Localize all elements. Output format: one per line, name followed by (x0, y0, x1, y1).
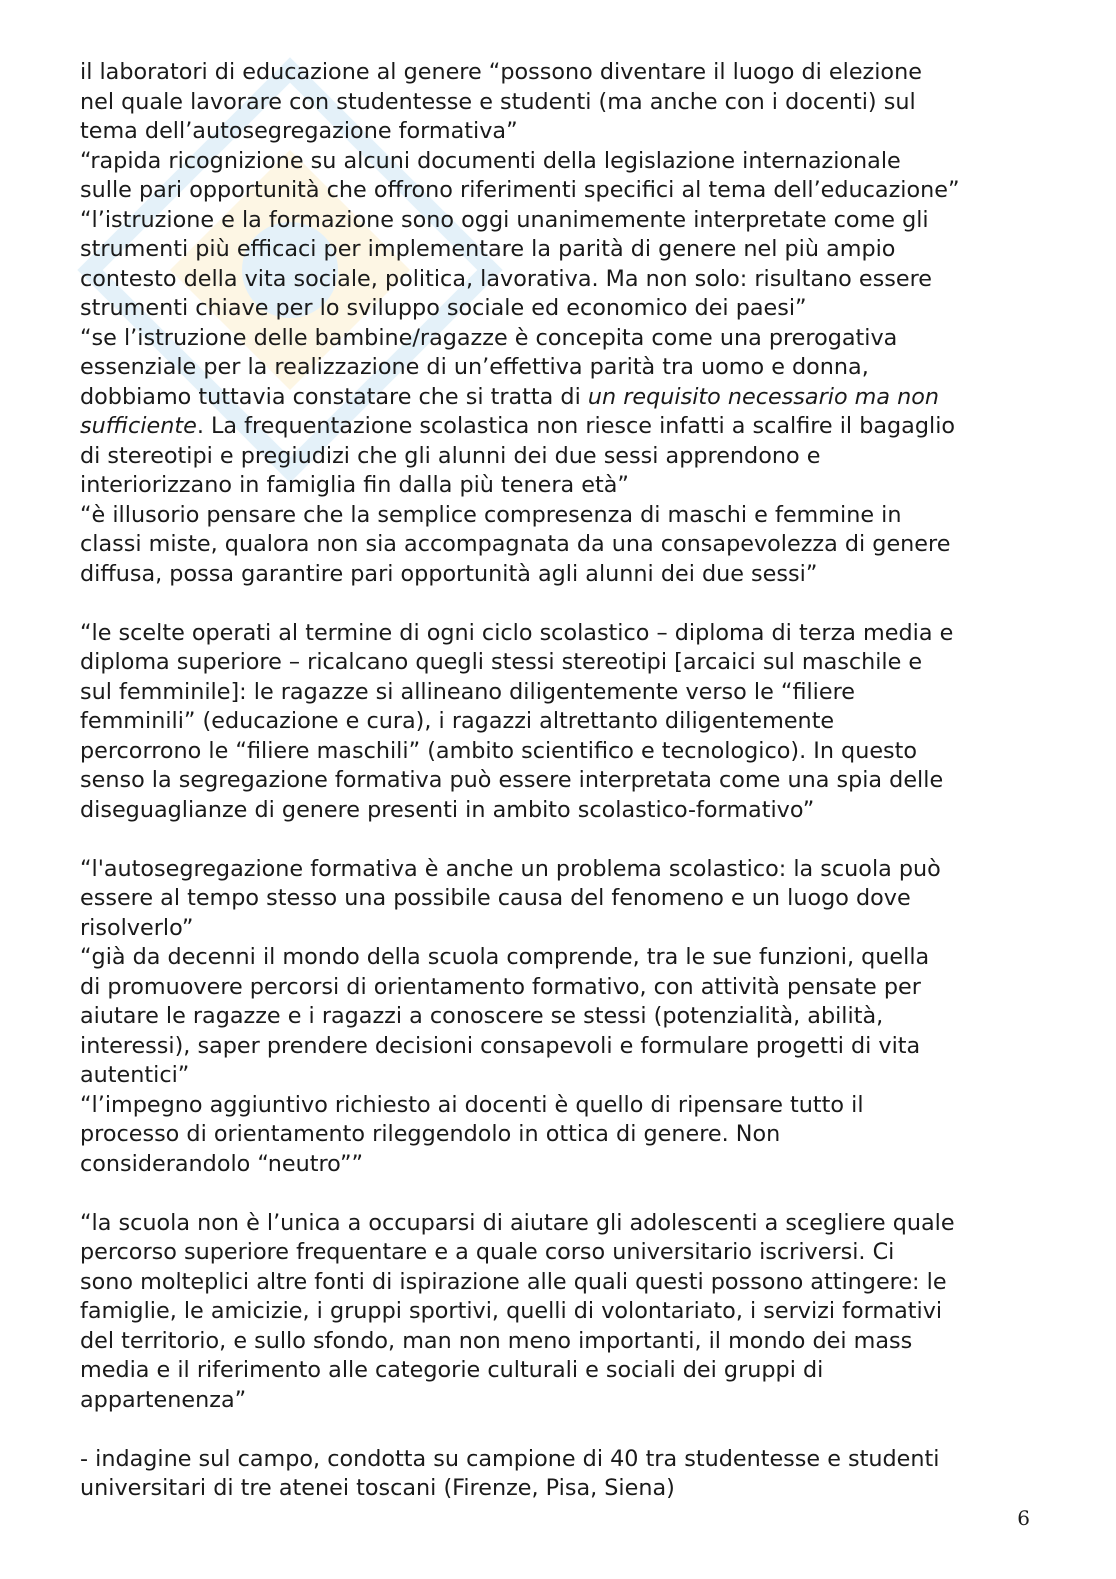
text-segment: diploma superiore – ricalcano quegli stessi stereotipi [arcaici sul maschile e (80, 649, 923, 675)
text-segment: appartenenza” (80, 1386, 247, 1413)
text-line (80, 117, 1040, 147)
text-segment: “la scuola non è l’unica a occuparsi di aiutare gli adolescenti a scegliere quale (80, 1209, 955, 1236)
text-segment: di stereotipi e pregiudizi che gli alunni dei due sessi apprendono e (80, 442, 821, 469)
text-segment: essenziale per la realizzazione di un’effettiva parità tra uomo e donna, (80, 354, 869, 380)
text-segment: strumenti chiave per lo sviluppo sociale ed economico dei paesi” (80, 295, 807, 321)
text-line (80, 560, 1040, 590)
text-segment: “rapida ricognizione su alcuni documenti della legislazione internazionale (80, 147, 901, 174)
text-segment: percorso superiore frequentare e a quale corso universitario iscriversi. Ci (80, 1239, 895, 1265)
text-segment: strumenti più efficaci per implementare la parità di genere nel più ampio (80, 236, 896, 262)
text-segment: di promuovere percorsi di orientamento formativo, con attività pensate per (80, 973, 921, 1000)
text-line (80, 1268, 1040, 1298)
text-segment: sul femminile]: le ragazze si allineano diligentemente verso le “filiere (80, 678, 855, 705)
text-segment: risolverlo” (80, 914, 194, 941)
text-segment: “se l’istruzione delle bambine/ragazze è concepita come una prerogativa (80, 324, 898, 351)
paragraph (80, 1445, 1040, 1504)
text-line (80, 176, 1040, 206)
paragraph-gap (80, 1415, 1040, 1445)
text-line (80, 943, 1040, 973)
text-segment: “è illusorio pensare che la semplice compresenza di maschi e femmine in (80, 501, 902, 528)
text-line (80, 619, 1040, 649)
text-line (80, 1327, 1040, 1357)
text-segment: . La frequentazione scolastica non riesce infatti a scalfire il bagaglio (196, 413, 956, 439)
text-segment: tema dell’autosegregazione formativa” (80, 118, 518, 144)
text-line (80, 855, 1040, 885)
text-segment: “l'autosegregazione formativa è anche un problema scolastico: la scuola può (80, 855, 941, 882)
text-line (80, 1091, 1040, 1121)
text-line (80, 796, 1040, 826)
text-segment: senso la segregazione formativa può essere interpretata come una spia delle (80, 767, 944, 793)
text-line (80, 265, 1040, 295)
text-segment: classi miste, qualora non sia accompagnata da una consapevolezza di genere (80, 531, 951, 557)
text-segment: percorrono le “filiere maschili” (ambito scientifico e tecnologico). In questo (80, 737, 918, 764)
text-line (80, 235, 1040, 265)
text-line (80, 501, 1040, 531)
page-number: 6 (1017, 1506, 1030, 1530)
text-segment: aiutare le ragazze e i ragazzi a conoscere se stessi (potenzialità, abilità, (80, 1003, 884, 1029)
text-line (80, 383, 1040, 413)
paragraph (80, 855, 1040, 1180)
text-segment: nel quale lavorare con studentesse e studenti (ma anche con i docenti) sul (80, 88, 916, 115)
text-line (80, 147, 1040, 177)
text-line (80, 884, 1040, 914)
text-line (80, 766, 1040, 796)
text-line (80, 530, 1040, 560)
text-segment: essere al tempo stesso una possibile causa del fenomeno e un luogo dove (80, 885, 911, 911)
text-segment: processo di orientamento rileggendolo in ottica di genere. Non (80, 1121, 781, 1147)
text-segment: “l’impegno aggiuntivo richiesto ai docenti è quello di ripensare tutto il (80, 1091, 864, 1118)
text-line (80, 1445, 1040, 1475)
text-line (80, 1474, 1040, 1504)
text-line (80, 88, 1040, 118)
text-segment: interiorizzano in famiglia fin dalla più tenera età” (80, 472, 629, 498)
text-line (80, 1120, 1040, 1150)
italic-text: sufficiente (80, 413, 197, 439)
text-line (80, 1356, 1040, 1386)
text-segment: del territorio, e sullo sfondo, man non meno importanti, il mondo dei mass (80, 1327, 913, 1354)
text-segment: sulle pari opportunità che offrono riferimenti specifici al tema dell’educazione” (80, 177, 960, 203)
document-body (80, 58, 1040, 1504)
text-segment: sono molteplici altre fonti di ispirazione alle quali questi possono attingere: le (80, 1268, 947, 1295)
text-line (80, 1386, 1040, 1416)
text-segment: autentici” (80, 1062, 190, 1088)
text-line (80, 1209, 1040, 1239)
text-segment: universitari di tre atenei toscani (Firenze, Pisa, Siena) (80, 1475, 675, 1501)
text-line (80, 1238, 1040, 1268)
text-segment: considerandolo “neutro”” (80, 1150, 364, 1177)
text-segment: dobbiamo tuttavia constatare che si tratta di (80, 383, 588, 410)
text-line (80, 206, 1040, 236)
paragraph-gap (80, 825, 1040, 855)
text-segment: “già da decenni il mondo della scuola comprende, tra le sue funzioni, quella (80, 944, 930, 970)
text-line (80, 58, 1040, 88)
text-segment: interessi), saper prendere decisioni consapevoli e formulare progetti di vita (80, 1032, 921, 1059)
text-segment: - indagine sul campo, condotta su campione di 40 tra studentesse e studenti (80, 1445, 940, 1472)
text-segment: media e il riferimento alle categorie culturali e sociali dei gruppi di (80, 1357, 824, 1383)
text-line (80, 737, 1040, 767)
text-line (80, 1061, 1040, 1091)
text-segment: famiglie, le amicizie, i gruppi sportivi, quelli di volontariato, i servizi formativi (80, 1298, 943, 1324)
text-segment: femminili” (educazione e cura), i ragazzi altrettanto diligentemente (80, 708, 835, 734)
text-line (80, 914, 1040, 944)
text-segment: “l’istruzione e la formazione sono oggi unanimemente interpretate come gli (80, 206, 929, 233)
paragraph (80, 58, 1040, 589)
text-line (80, 1032, 1040, 1062)
text-line (80, 1002, 1040, 1032)
italic-text: un requisito necessario ma non (587, 383, 940, 410)
paragraph-gap (80, 1179, 1040, 1209)
text-line (80, 973, 1040, 1003)
paragraph (80, 619, 1040, 826)
text-line (80, 1297, 1040, 1327)
text-line (80, 678, 1040, 708)
text-segment: diffusa, possa garantire pari opportunità agli alunni dei due sessi” (80, 560, 818, 587)
text-segment: il laboratori di educazione al genere “possono diventare il luogo di elezione (80, 59, 922, 85)
text-line (80, 442, 1040, 472)
text-segment: “le scelte operati al termine di ogni ciclo scolastico – diploma di terza media e (80, 619, 954, 646)
paragraph-gap (80, 589, 1040, 619)
text-line (80, 471, 1040, 501)
text-line (80, 648, 1040, 678)
text-line (80, 412, 1040, 442)
text-line (80, 353, 1040, 383)
text-segment: diseguaglianze di genere presenti in ambito scolastico-formativo” (80, 796, 815, 823)
text-line (80, 294, 1040, 324)
text-line (80, 324, 1040, 354)
paragraph (80, 1209, 1040, 1416)
text-segment: contesto della vita sociale, politica, lavorativa. Ma non solo: risultano essere (80, 265, 932, 292)
text-line (80, 707, 1040, 737)
text-line (80, 1150, 1040, 1180)
